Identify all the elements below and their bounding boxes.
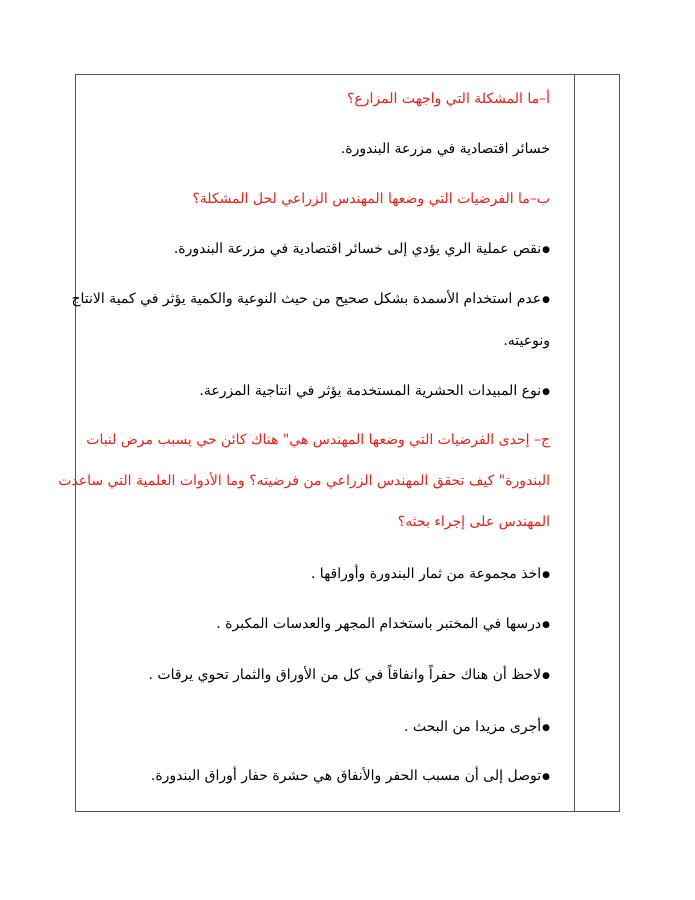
question-c-line-2: البندورة" كيف تحقق المهندس الزراعي من فرضيته؟ وما الأدوات العلمية التي ساعدت (58, 473, 550, 489)
bullet-icon: ● (542, 245, 550, 255)
step-3: لاحظ أن هناك حفراً وانفاقاً في كل من الأوراق والثمار تحوي يرقات . (148, 667, 542, 683)
list-item (80, 615, 550, 634)
list-item (80, 718, 550, 737)
list-item (71, 290, 550, 309)
bullet-icon: ● (542, 570, 550, 580)
bullet-icon: ● (542, 295, 550, 305)
step-2: درسها في المختبر باستخدام المجهر والعدسات المكبرة . (216, 616, 542, 632)
answer-a: خسائر اقتصادية في مزرعة البندورة. (340, 141, 550, 157)
bullet-icon: ● (542, 671, 550, 681)
list-item (80, 767, 550, 786)
question-b: ب–ما الفرضيات التي وضعها المهندس الزراعي لحل المشكلة؟ (192, 191, 550, 207)
hypothesis-2-continuation: ونوعيته. (503, 333, 550, 349)
step-4: أجرى مزيدا من البحث . (403, 719, 542, 735)
bullet-icon: ● (542, 387, 550, 397)
list-item (80, 666, 550, 685)
worksheet-table (58, 74, 620, 812)
hypothesis-3: نوع المبيدات الحشرية المستخدمة يؤثر في انتاجية المزرعة. (199, 383, 542, 399)
question-c-line-3: المهندس على إجراء بحثه؟ (397, 514, 550, 530)
bullet-icon: ● (542, 772, 550, 782)
step-1: اخذ مجموعة من ثمار البندورة وأوراقها . (310, 566, 542, 582)
column-divider (574, 75, 575, 811)
step-5: توصل إلى أن مسبب الحفر والأنفاق هي حشرة حفار أوراق البندورة. (150, 768, 542, 784)
hypothesis-2: عدم استخدام الأسمدة بشكل صحيح من حيث النوعية والكمية يؤثر في كمية الانتاج (71, 291, 542, 307)
list-item (80, 240, 550, 259)
answer-cell (58, 75, 574, 811)
question-c-line-1: ج– إحدى الفرضيات التي وضعها المهندس هي" هناك كائن حي يسبب مرض لنبات (86, 432, 550, 448)
question-a: أ–ما المشكلة التي واجهت المزارع؟ (346, 91, 550, 107)
list-item (80, 565, 550, 584)
list-item (80, 382, 550, 401)
hypothesis-1: نقص عملية الري يؤدي إلى خسائر اقتصادية في مزرعة البندورة. (173, 241, 542, 257)
bullet-icon: ● (542, 723, 550, 733)
bullet-icon: ● (542, 620, 550, 630)
